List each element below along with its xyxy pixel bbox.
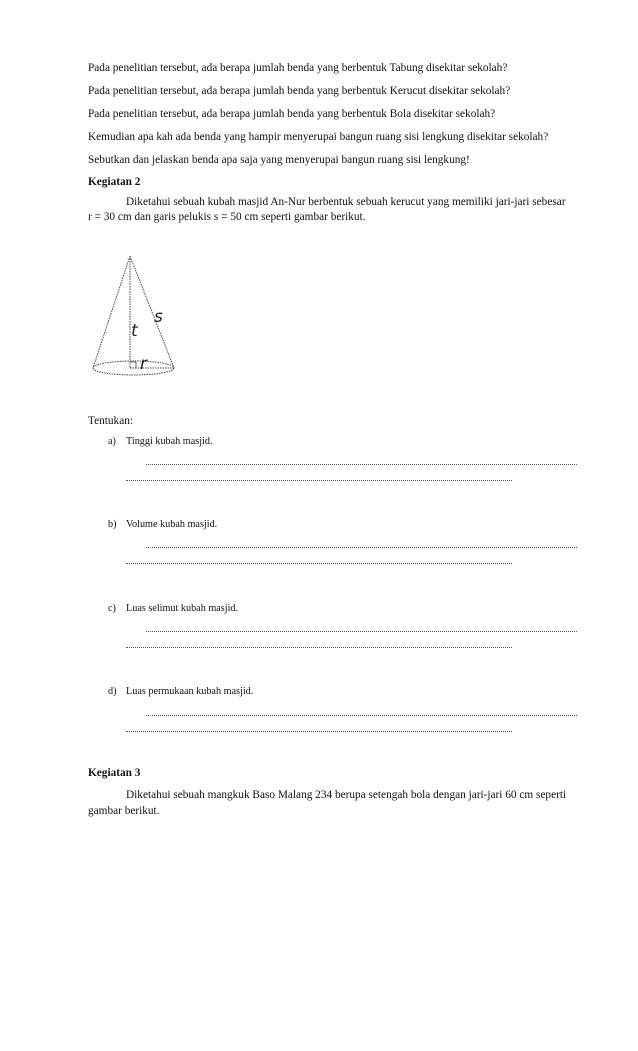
item-b-label: b): [108, 519, 117, 530]
kegiatan2-paragraph-line1: Diketahui sebuah kubah masjid An-Nur berbentuk sebuah kerucut yang memiliki jari-jari sebesar: [126, 196, 566, 208]
question-bola: Pada penelitian tersebut, ada berapa jumlah benda yang berbentuk Bola disekitar sekolah?: [88, 108, 496, 120]
answer-line-a1[interactable]: [146, 464, 577, 465]
cone-right-edge: [130, 256, 174, 368]
answer-line-a2[interactable]: [126, 480, 512, 481]
answer-line-c1[interactable]: [146, 631, 577, 632]
kegiatan2-paragraph-line2: r = 30 cm dan garis pelukis s = 50 cm seperti gambar berikut.: [88, 211, 366, 223]
tentukan-prompt: Tentukan:: [88, 415, 134, 427]
cone-figure: [88, 252, 188, 382]
answer-line-b2[interactable]: [126, 563, 512, 564]
kegiatan3-paragraph-line1: Diketahui sebuah mangkuk Baso Malang 234 berupa setengah bola dengan jari-jari 60 cm seperti: [126, 789, 567, 801]
answer-line-b1[interactable]: [146, 547, 577, 548]
slant-label: s: [154, 307, 163, 327]
item-b-text: Volume kubah masjid.: [126, 519, 218, 530]
radius-label: r: [140, 354, 147, 374]
kegiatan3-paragraph-line2: gambar berikut.: [88, 805, 160, 817]
answer-line-d2[interactable]: [126, 731, 512, 732]
item-c-text: Luas selimut kubah masjid.: [126, 603, 239, 614]
item-a-text: Tinggi kubah masjid.: [126, 436, 213, 447]
answer-line-c2[interactable]: [126, 647, 512, 648]
kegiatan3-heading: Kegiatan 3: [88, 767, 141, 779]
item-d-label: d): [108, 686, 117, 697]
item-c-label: c): [108, 603, 116, 614]
cone-diagram: [88, 252, 188, 382]
item-a-label: a): [108, 436, 116, 447]
question-tabung: Pada penelitian tersebut, ada berapa jumlah benda yang berbentuk Tabung disekitar sekolah?: [88, 62, 508, 74]
cone-left-edge: [93, 256, 130, 368]
answer-line-d1[interactable]: [146, 715, 577, 716]
question-explain-objects: Sebutkan dan jelaskan benda apa saja yang menyerupai bangun ruang sisi lengkung!: [88, 154, 470, 166]
kegiatan2-heading: Kegiatan 2: [88, 176, 141, 188]
question-kerucut: Pada penelitian tersebut, ada berapa jumlah benda yang berbentuk Kerucut disekitar sekolah?: [88, 85, 511, 97]
height-label: t: [131, 321, 138, 341]
question-similar-objects: Kemudian apa kah ada benda yang hampir menyerupai bangun ruang sisi lengkung disekitar sekolah?: [88, 131, 549, 143]
right-angle-mark: [130, 362, 136, 368]
item-d-text: Luas permukaan kubah masjid.: [126, 686, 254, 697]
